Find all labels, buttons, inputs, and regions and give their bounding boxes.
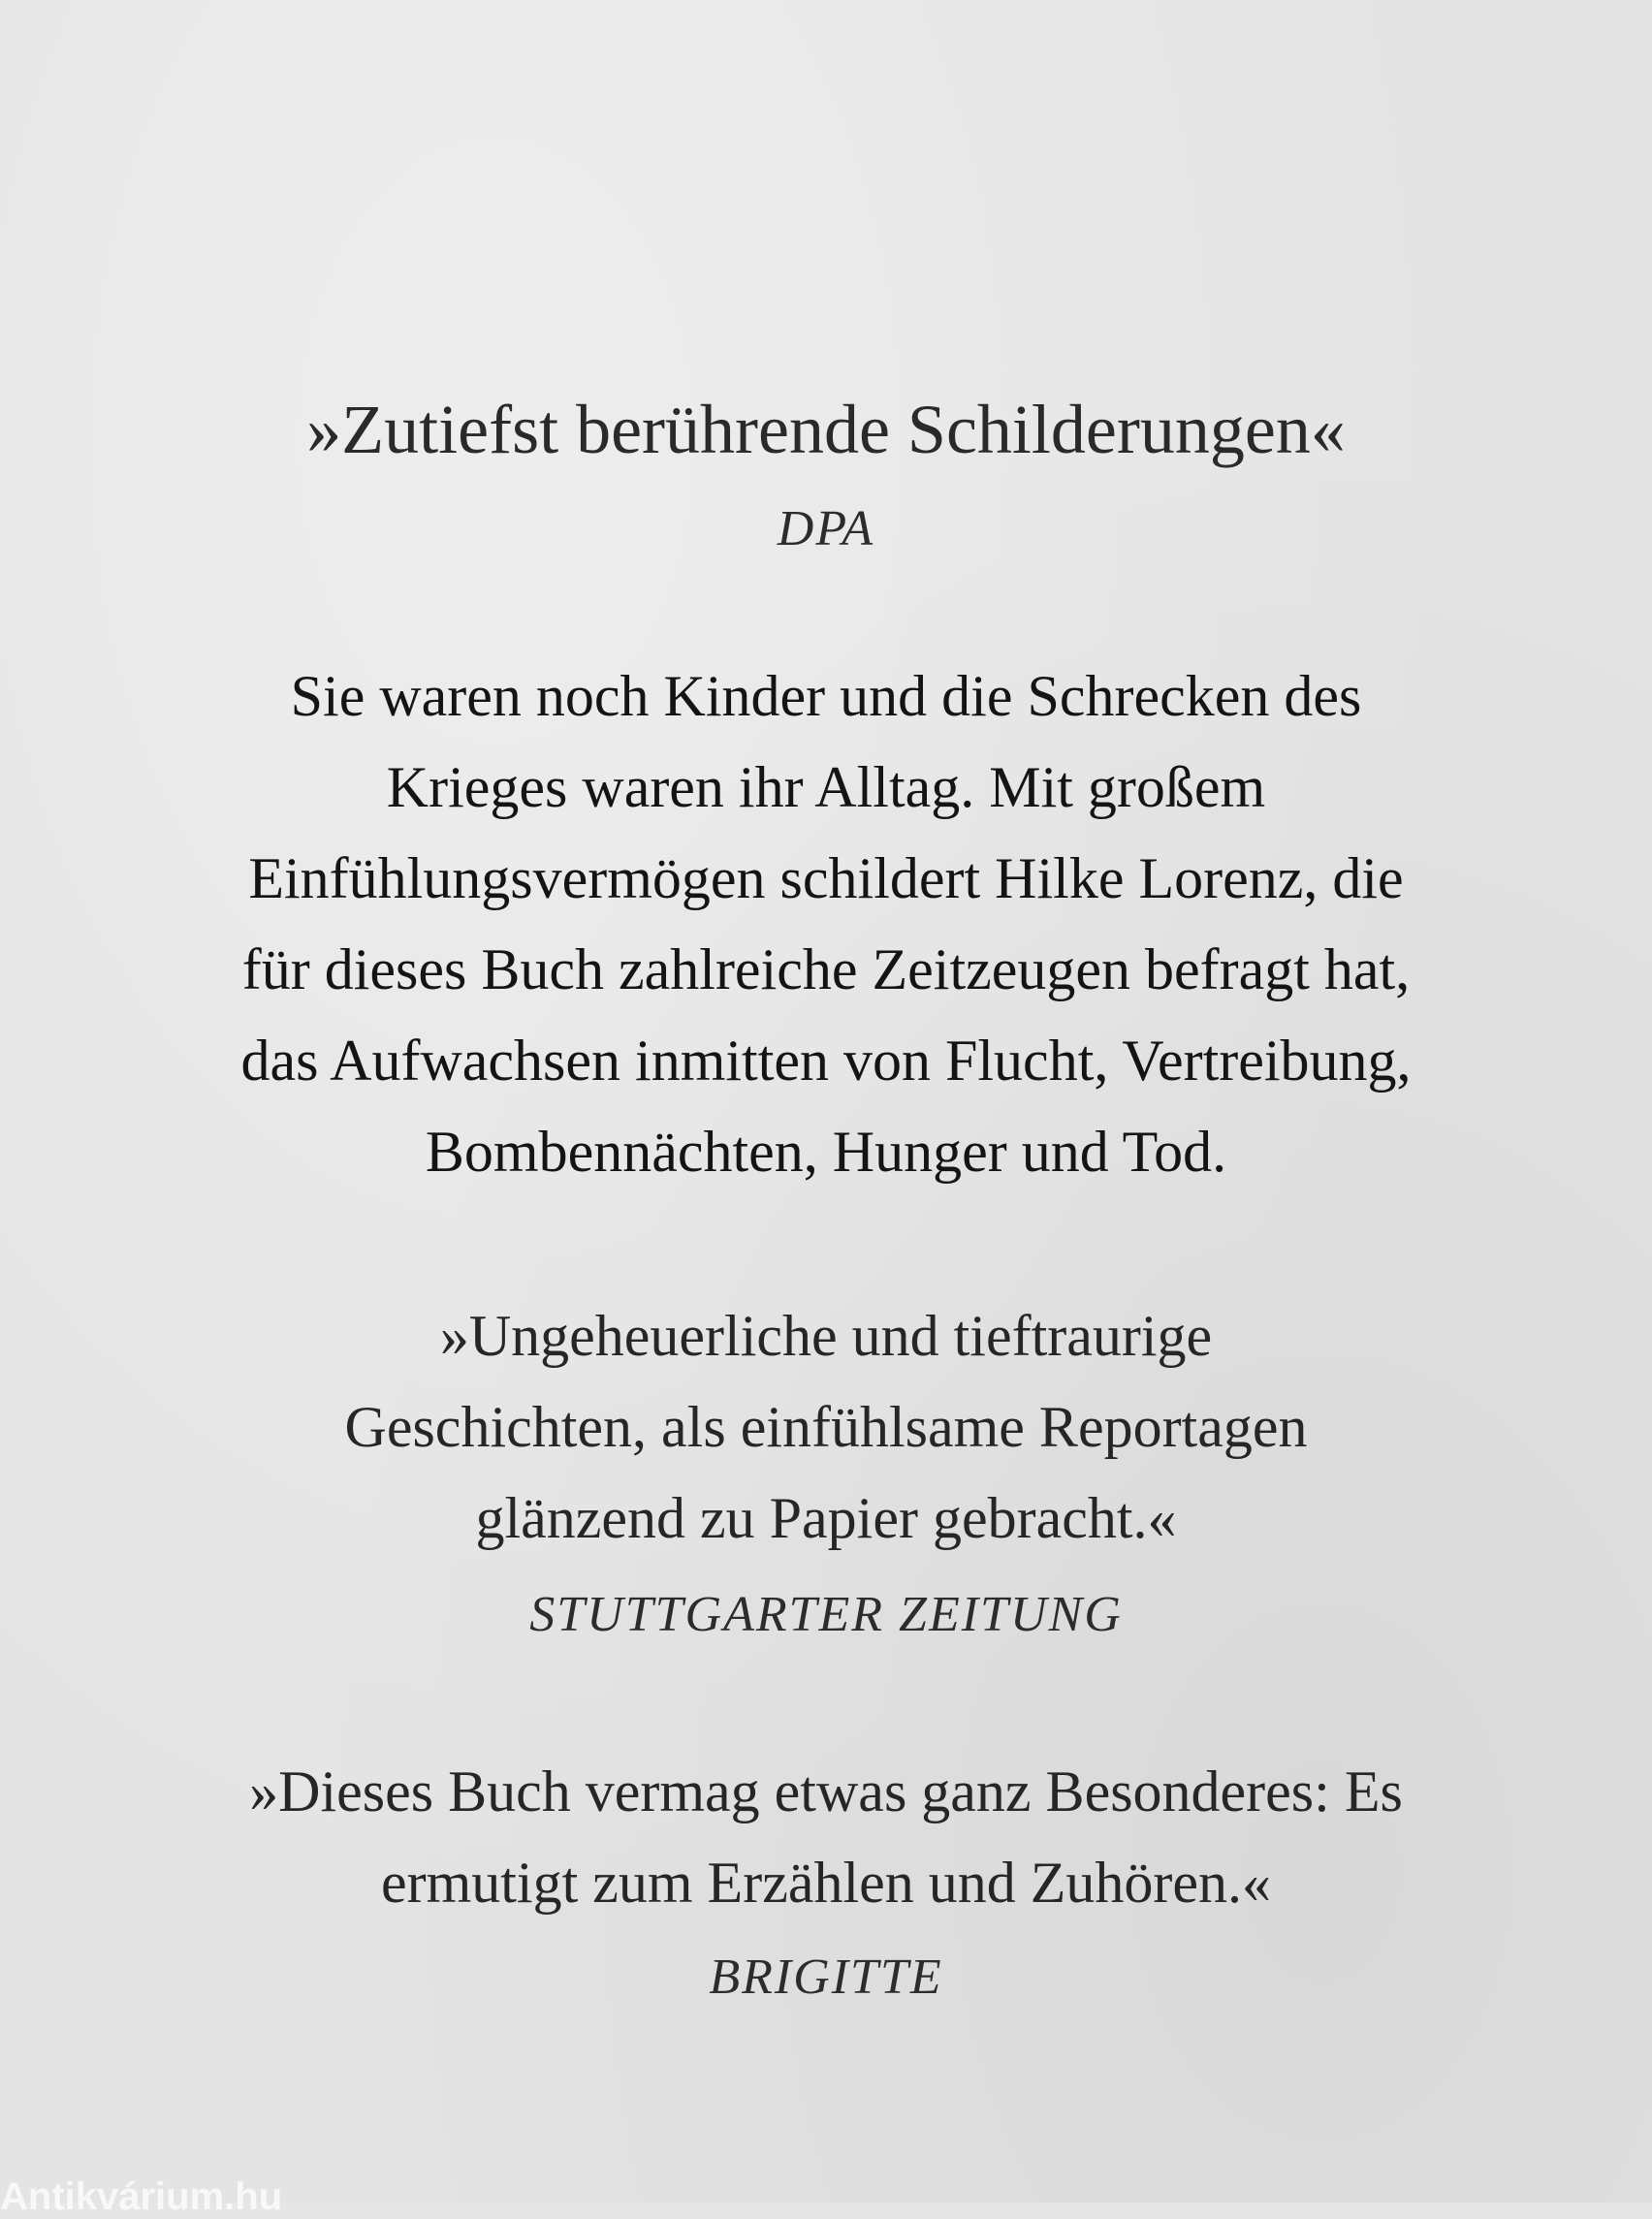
quote-line: glänzend zu Papier gebracht.« xyxy=(475,1486,1177,1550)
quote-source: STUTTGARTER ZEITUNG xyxy=(529,1587,1123,1642)
quote-line: ermutigt zum Erzählen und Zuhören.« xyxy=(380,1851,1272,1915)
description-line: Bombennächten, Hunger und Tod. xyxy=(425,1120,1227,1184)
quote-source: BRIGITTE xyxy=(709,1950,943,2005)
description-line: das Aufwachsen inmitten von Flucht, Vertreibung, xyxy=(240,1029,1412,1093)
description-line: Einfühlungsvermögen schildert Hilke Lorenz, die xyxy=(248,846,1404,910)
description-line: für dieses Buch zahlreiche Zeitzeugen befragt hat, xyxy=(241,937,1411,1001)
quote-line: »Ungeheuerliche und tieftraurige xyxy=(439,1304,1213,1368)
quote-line: »Dieses Buch vermag etwas ganz Besonderes: Es xyxy=(249,1759,1403,1823)
description-line: Krieges waren ihr Alltag. Mit großem xyxy=(386,755,1266,819)
watermark-text: Antikvárium.hu xyxy=(0,2175,283,2218)
quote-line: Geschichten, als einfühlsame Reportagen xyxy=(344,1395,1308,1459)
headline-quote-source: DPA xyxy=(777,501,875,556)
description-line: Sie waren noch Kinder und die Schrecken des xyxy=(290,664,1362,728)
headline-quote: »Zutiefst berührende Schilderungen« xyxy=(306,391,1346,468)
